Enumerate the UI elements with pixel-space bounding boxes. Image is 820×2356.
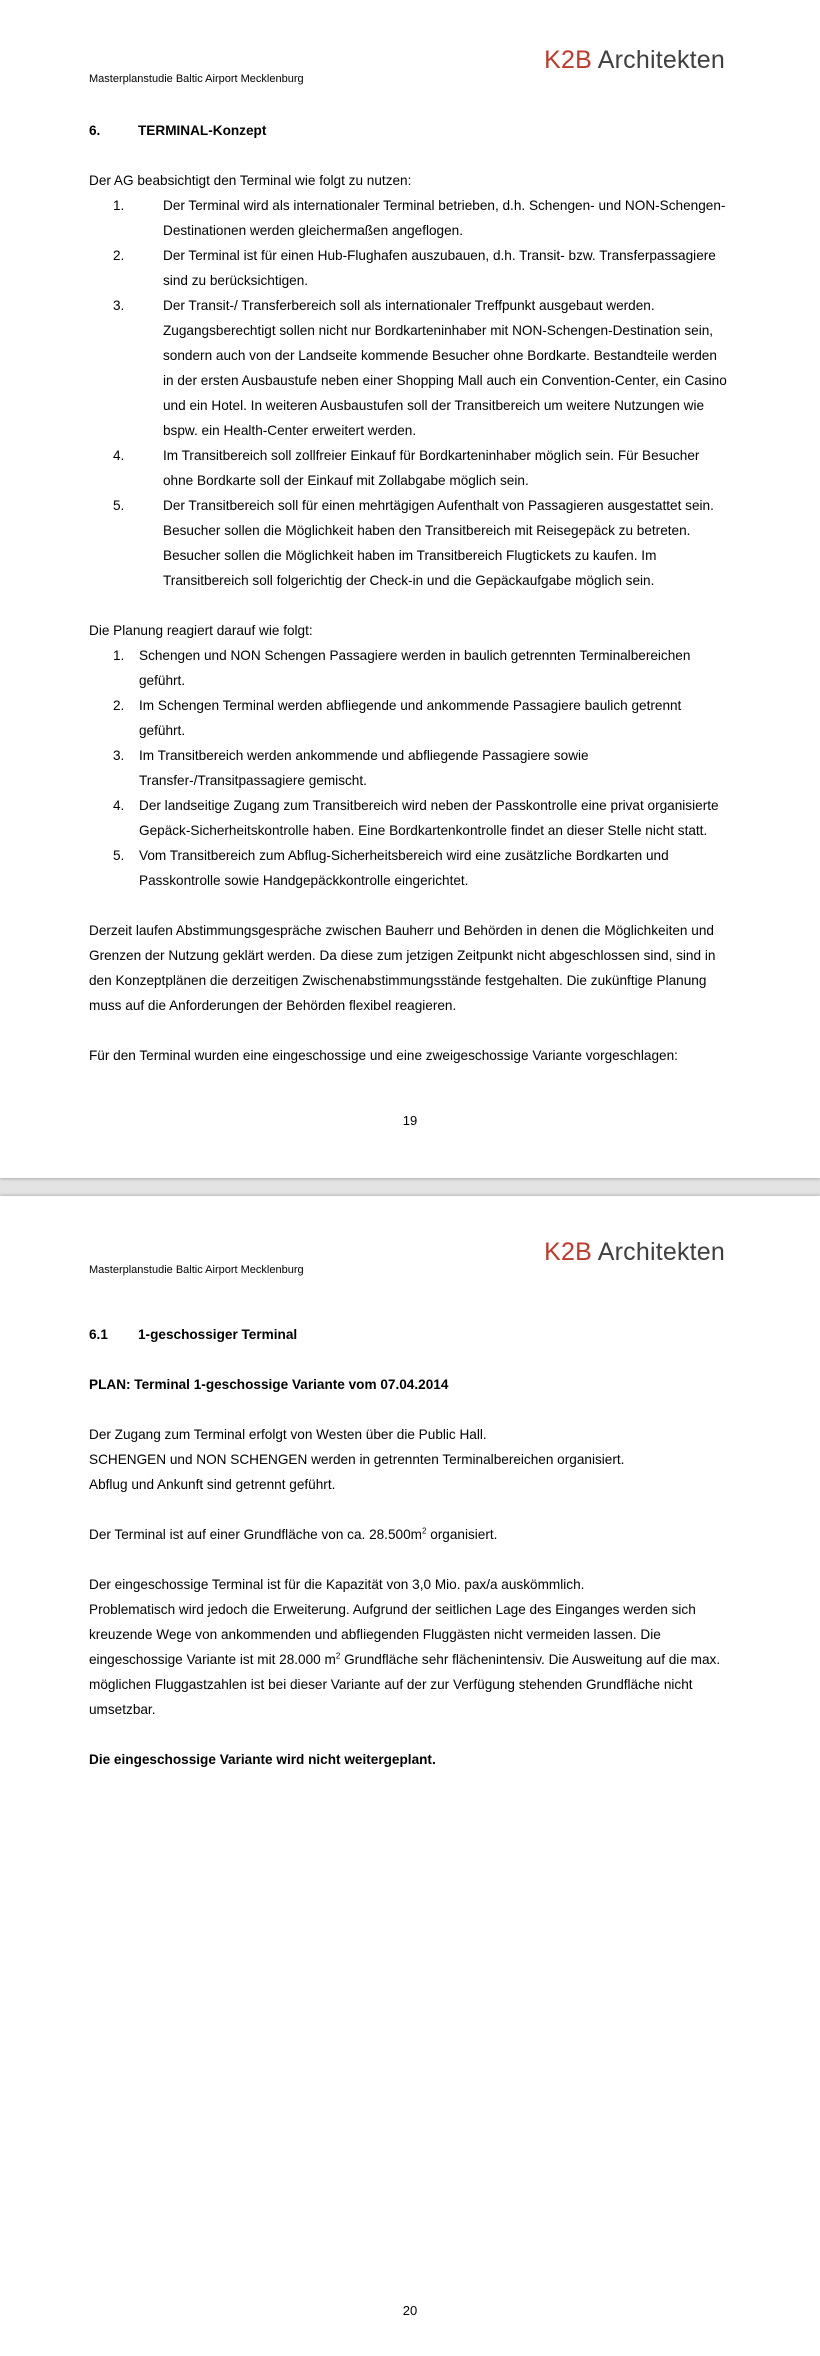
list-text: Der Terminal wird als internationaler Terminal betrieben, d.h. Schengen- und NON-Schengen-Destinationen werden gleichermaßen angeflogen.: [163, 198, 726, 238]
list-text: Schengen und NON Schengen Passagiere werden in baulich getrennten Terminalbereichen geführt.: [139, 648, 691, 688]
section-heading: [89, 118, 729, 143]
list-number: 1.: [113, 198, 125, 213]
list-item: [89, 293, 729, 443]
list-number: 4.: [113, 448, 125, 463]
list-item: [89, 643, 729, 693]
variants-paragraph: Für den Terminal wurden eine eingeschossige und eine zweigeschossige Variante vorgeschlagen:: [89, 1048, 678, 1063]
list-number: 3.: [113, 748, 125, 763]
list-text: Im Transitbereich soll zollfreier Einkauf für Bordkarteninhaber möglich sein. Für Besucher ohne Bordkarte soll der Einkauf mit Zollabgabe möglich sein.: [163, 448, 700, 488]
k2b-logo: [544, 46, 725, 75]
list-text: Im Schengen Terminal werden abfliegende und ankommende Passagiere baulich getrennt geführt.: [139, 698, 682, 738]
list-number: 2.: [113, 698, 125, 713]
list-number: 4.: [113, 798, 125, 813]
area-text-end: organisiert.: [426, 1527, 498, 1542]
response-intro: Die Planung reagiert darauf wie folgt:: [89, 623, 313, 638]
list-item: [89, 243, 729, 293]
list-text: Der landseitige Zugang zum Transitbereich wird neben der Passkontrolle eine privat organisierte Gepäck-Sicherheitskontrolle haben. Eine Bordkartenkontrolle findet an dieser Stelle nicht statt.: [139, 798, 719, 838]
document-header-title: Masterplanstudie Baltic Airport Mecklenburg: [89, 1264, 304, 1276]
list-number: 2.: [113, 248, 125, 263]
page-number: 20: [402, 2303, 418, 2318]
list-item: [89, 743, 729, 793]
page-number: 19: [402, 1113, 418, 1128]
coordination-paragraph: Derzeit laufen Abstimmungsgespräche zwischen Bauherr und Behörden in denen die Möglichkeiten und Grenzen der Nutzung geklärt werden. Da diese zum jetzigen Zeitpunkt nicht abgeschlossen sind, sind in den Konzeptplänen die derzeitigen Zwischenabstimmungsstände festgehalten. Die zukünftige Planung muss auf die Anforderungen der Behörden flexibel reagieren.: [89, 923, 716, 1013]
list-item: [89, 793, 729, 843]
list-number: 5.: [113, 498, 125, 513]
problem-text-end: Grundfläche sehr flächenintensiv. Die Ausweitung auf die max. möglichen Fluggastzahlen ist bei dieser Variante auf der zur Verfügung stehenden Grundfläche nicht umsetzbar.: [89, 1652, 721, 1717]
list-number: 5.: [113, 848, 125, 863]
list-item: [89, 193, 729, 243]
list-number: 3.: [113, 298, 125, 313]
logo-brand: K2B: [544, 1238, 592, 1266]
capacity-paragraph: Der eingeschossige Terminal ist für die Kapazität von 3,0 Mio. pax/a auskömmlich.: [89, 1577, 585, 1592]
list-text: Der Transitbereich soll für einen mehrtägigen Aufenthalt von Passagieren ausgestattet sein. Besucher sollen die Möglichkeit haben den Transitbereich mit Reisegepäck zu betreten. Besucher sollen die Möglichkeit haben im Transitbereich Flugtickets zu kaufen. Im Transitbereich soll folgerichtig der Check-in und die Gepäckaufgabe möglich sein.: [163, 498, 714, 588]
list-item: [89, 443, 729, 493]
section-title: TERMINAL-Konzept: [138, 123, 267, 138]
response-list: [89, 643, 729, 893]
list-text: Der Terminal ist für einen Hub-Flughafen auszubauen, d.h. Transit- bzw. Transferpassagiere sind zu berücksichtigen.: [163, 248, 716, 288]
problem-superscript: 2: [335, 1651, 341, 1661]
list-text: Vom Transitbereich zum Abflug-Sicherheitsbereich wird eine zusätzliche Bordkarten und Passkontrolle sowie Handgepäckkontrolle eingerichtet.: [139, 848, 669, 888]
list-item: [89, 843, 729, 893]
problem-paragraph: [89, 1597, 729, 1722]
logo-suffix: Architekten: [597, 46, 725, 74]
logo-brand: K2B: [544, 46, 592, 74]
list-number: 1.: [113, 648, 125, 663]
usage-list: [89, 193, 729, 593]
section-title: 1-geschossiger Terminal: [138, 1327, 298, 1342]
page-19-content: [89, 118, 729, 1068]
list-text: Der Transit-/ Transferbereich soll als internationaler Treffpunkt ausgebaut werden. Zugangsberechtigt sollen nicht nur Bordkarteninhaber mit NON-Schengen-Destination sein, sondern auch von der Landseite kommende Besucher ohne Bordkarte. Bestandteile werden in der ersten Ausbaustufe neben einer Shopping Mall auch ein Convention-Center, ein Casino und ein Hotel. In weiteren Ausbaustufen soll der Transitbereich um weitere Nutzungen wie bspw. ein Health-Center erweitert werden.: [163, 298, 727, 438]
list-item: [89, 693, 729, 743]
section-number: 6.1: [89, 1327, 108, 1342]
area-text: Der Terminal ist auf einer Grundfläche von ca. 28.500m: [89, 1527, 422, 1542]
area-paragraph: [89, 1522, 729, 1547]
section-number: 6.: [89, 123, 101, 138]
plan-title: PLAN: Terminal 1-geschossige Variante vom 07.04.2014: [89, 1377, 449, 1392]
problem-text: Problematisch wird jedoch die Erweiterung. Aufgrund der seitlichen Lage des Einganges werden sich kreuzende Wege von ankommenden und abfliegenden Fluggästen nicht vermeiden lassen. Die eingeschossige Variante ist mit 28.000 m: [89, 1602, 696, 1667]
access-line: Abflug und Ankunft sind getrennt geführt.: [89, 1477, 336, 1492]
usage-intro: Der AG beabsichtigt den Terminal wie folgt zu nutzen:: [89, 173, 412, 188]
area-superscript: 2: [421, 1526, 427, 1536]
access-line: SCHENGEN und NON SCHENGEN werden in getrennten Terminalbereichen organisiert.: [89, 1452, 625, 1467]
list-item: [89, 493, 729, 593]
list-text: Im Transitbereich werden ankommende und abfliegende Passagiere sowie Transfer-/Transitpassagiere gemischt.: [139, 748, 589, 788]
access-line: Der Zugang zum Terminal erfolgt von Westen über die Public Hall.: [89, 1427, 487, 1442]
k2b-logo: [544, 1238, 725, 1267]
logo-suffix: Architekten: [597, 1238, 725, 1266]
document-page-20: [0, 1196, 820, 2356]
section-heading: [89, 1322, 729, 1347]
document-header-title: Masterplanstudie Baltic Airport Mecklenburg: [89, 73, 304, 85]
page-20-content: [89, 1322, 729, 1772]
conclusion: Die eingeschossige Variante wird nicht weitergeplant.: [89, 1752, 436, 1767]
